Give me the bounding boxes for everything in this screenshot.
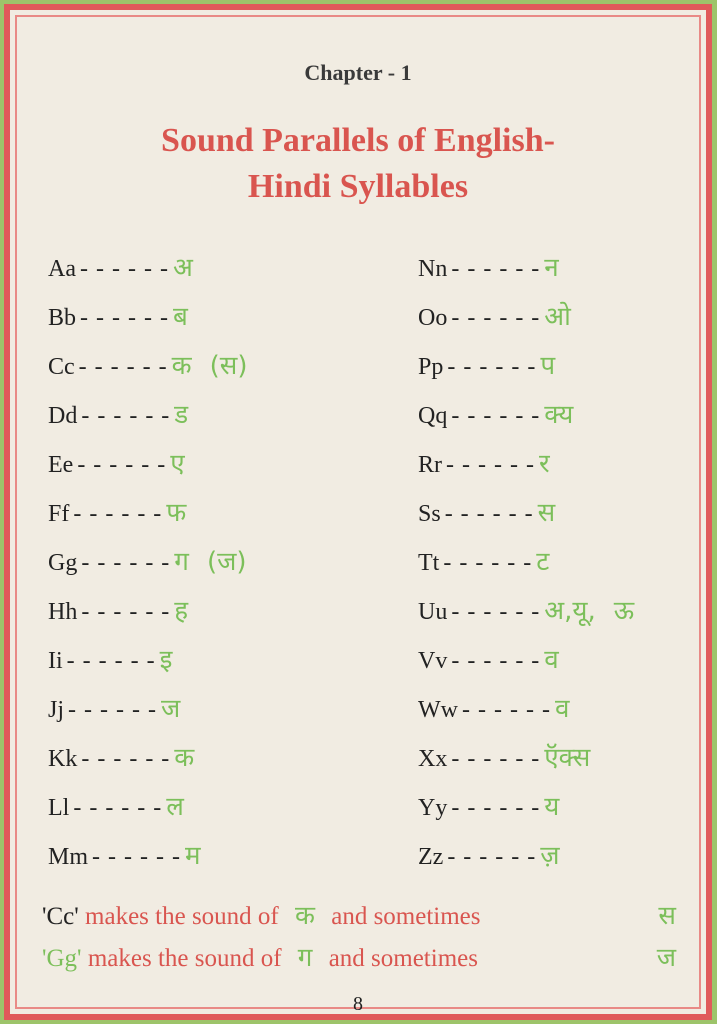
note-gg-mid: and sometimes [328,945,478,972]
dash-separator: - - - - - - [451,305,541,331]
dash-separator: - - - - - - [447,354,537,380]
dash-separator: - - - - - - [81,746,171,772]
page-number: 8 [353,993,363,1015]
syllable-row [48,395,188,435]
dash-separator: - - - - - - [68,697,157,723]
syllable-row [48,542,247,582]
english-letter: Oo [418,305,448,331]
dash-separator: - - - - - - [66,648,156,674]
english-letter: Gg [48,550,78,576]
syllable-row [48,444,185,484]
syllable-row [418,591,634,631]
hindi-syllable: प [540,351,556,381]
dash-separator: - - - - - - [78,354,168,380]
english-letter: Dd [48,403,78,429]
english-letter: Ee [48,452,74,478]
note-cc-letter: 'Cc' [42,903,79,930]
hindi-syllable: इ [159,645,173,675]
english-letter: Ww [418,697,458,723]
hindi-syllable: र [538,449,550,479]
syllable-row [48,836,201,876]
note-cc-text: makes the sound of [85,903,279,930]
syllable-row [48,297,188,337]
hindi-syllable: ओ [544,302,571,332]
english-letter: Uu [418,599,448,625]
hindi-syllable: ड [174,400,189,430]
note-gg-hindi-2: ज [656,943,676,973]
english-letter: Hh [48,599,78,625]
hindi-syllable: ज [160,694,181,724]
english-letter: Mm [48,844,89,870]
note-cc [42,898,686,934]
hindi-syllable: अ,यू, [544,596,596,626]
dash-separator: - - - - - - [81,550,171,576]
english-letter: Ii [48,648,63,674]
hindi-syllable: ए [170,449,185,479]
english-letter: Jj [48,697,65,723]
hindi-syllable: म [184,841,201,871]
note-gg-text: makes the sound of [87,945,282,972]
dash-separator: - - - - - - [451,795,541,821]
syllable-row [418,248,559,288]
dash-separator: - - - - - - [92,844,181,870]
syllable-row [418,493,555,533]
hindi-syllable: य [544,792,560,822]
syllable-row [48,248,193,288]
english-letter: Pp [418,354,444,380]
hindi-syllable: क [171,351,192,381]
hindi-syllable: ऍक्स [544,743,591,773]
syllable-row [48,787,184,827]
syllable-row [48,493,186,533]
hindi-alternate: (स) [209,351,248,381]
syllable-row [48,689,180,729]
english-letter: Yy [418,795,448,821]
hindi-syllable: फ [166,498,187,528]
hindi-syllable: व [554,694,570,724]
english-letter: Cc [48,354,75,380]
dash-separator: - - - - - - [79,256,169,282]
title-line-2: Hindi Syllables [247,168,469,205]
hindi-alternate: (ज) [206,547,247,577]
syllable-row [418,787,559,827]
book-page [4,4,712,1020]
hindi-syllable: स [537,498,556,528]
dash-separator: - - - - - - [451,746,541,772]
english-letter: Ss [418,501,441,527]
syllable-row [418,640,559,680]
note-cc-hindi-1: क [295,901,315,931]
dash-separator: - - - - - - [451,256,541,282]
dash-separator: - - - - - - [451,648,541,674]
hindi-syllable: क [174,743,195,773]
note-gg-letter: 'Gg' [42,945,82,972]
english-letter: Rr [418,452,442,478]
english-letter: Aa [48,256,76,282]
hindi-syllable: ट [536,547,550,577]
page-title [10,118,706,210]
syllable-row [48,640,172,680]
dash-separator: - - - - - - [444,501,534,527]
english-letter: Tt [418,550,440,576]
dash-separator: - - - - - - [81,599,171,625]
note-cc-mid: and sometimes [331,903,481,930]
hindi-syllable: ह [174,596,189,626]
syllable-row [418,836,560,876]
hindi-syllable: अ [172,253,193,283]
chapter-heading: Chapter - 1 [304,60,412,85]
hindi-syllable: ब [172,302,188,332]
english-letter: Xx [418,746,448,772]
syllable-row [418,542,549,582]
syllable-row [418,738,590,778]
english-letter: Ll [48,795,70,821]
dash-separator: - - - - - - [73,795,163,821]
syllable-row [418,395,573,435]
dash-separator: - - - - - - [451,403,541,429]
note-gg-hindi-1: ग [297,943,313,973]
english-letter: Ff [48,501,70,527]
dash-separator: - - - - - - [73,501,163,527]
english-letter: Bb [48,305,77,331]
syllable-row [48,346,247,386]
syllable-row [48,591,188,631]
title-line-1: Sound Parallels of English- [161,122,555,159]
syllable-row [418,444,550,484]
dash-separator: - - - - - - [81,403,171,429]
dash-separator: - - - - - - [447,844,537,870]
dash-separator: - - - - - - [443,550,533,576]
english-letter: Vv [418,648,448,674]
syllable-row [418,346,555,386]
hindi-syllable: ज़ [540,841,560,871]
hindi-alternate: ऊ [613,596,635,626]
note-cc-hindi-2: स [658,901,676,931]
hindi-syllable: ग [174,547,189,577]
dash-separator: - - - - - - [80,305,169,331]
english-letter: Kk [48,746,78,772]
syllable-row [48,738,194,778]
dash-separator: - - - - - - [77,452,167,478]
syllable-row [418,297,571,337]
english-letter: Zz [418,844,444,870]
hindi-syllable: क्य [544,400,574,430]
note-gg [42,940,686,976]
hindi-syllable: व [544,645,559,675]
syllable-row [418,689,569,729]
english-letter: Nn [418,256,448,282]
dash-separator: - - - - - - [446,452,535,478]
hindi-syllable: ल [166,792,184,822]
english-letter: Qq [418,403,448,429]
dash-separator: - - - - - - [451,599,541,625]
hindi-syllable: न [544,253,559,283]
dash-separator: - - - - - - [461,697,551,723]
